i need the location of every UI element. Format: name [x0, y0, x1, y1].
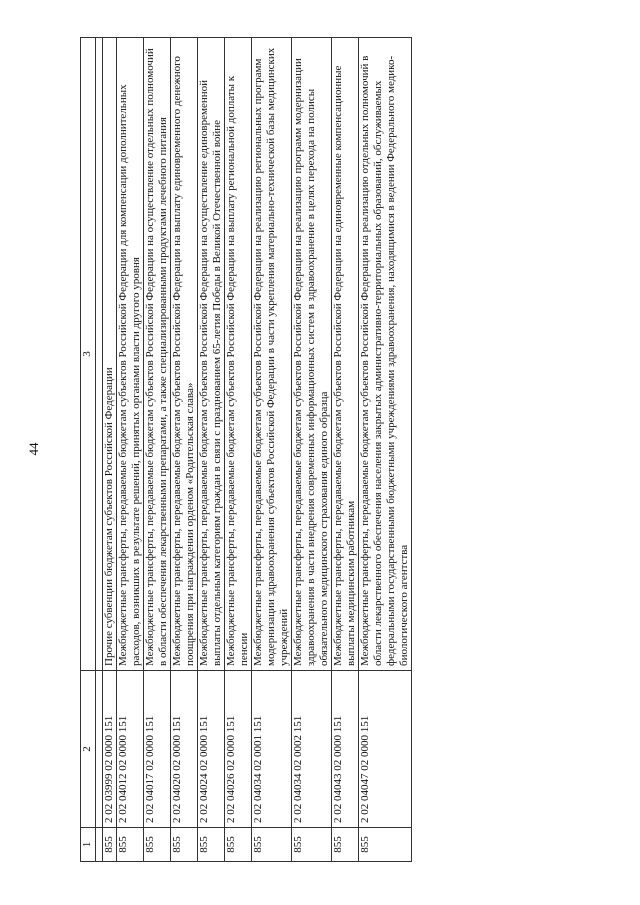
revenue-name: Межбюджетные трансферты, передаваемые бюджетам субъектов Российской Федерации на выплату региональной доплаты к пенсии	[225, 38, 252, 671]
budget-code: 2 02 04024 02 0000 151	[198, 671, 225, 828]
budget-code: 2 02 04020 02 0000 151	[171, 671, 198, 828]
budget-code: 2 02 04017 02 0000 151	[144, 671, 171, 828]
admin-code: 855	[225, 828, 252, 862]
admin-code: 855	[117, 828, 144, 862]
table-rotated-container	[80, 38, 610, 862]
revenue-name: Межбюджетные трансферты, передаваемые бюджетам субъектов Российской Федерации для компенсации дополнительных расходов, возникших в результате решений, принятых органами власти другого уровня	[117, 38, 144, 671]
table-row	[103, 38, 117, 862]
budget-code: 2 02 04034 02 0002 151	[292, 671, 332, 828]
table-row	[171, 38, 198, 862]
revenue-name: Прочие субвенции бюджетам субъектов Российской Федерации	[103, 38, 117, 671]
revenue-name: Межбюджетные трансферты, передаваемые бюджетам субъектов Российской Федерации на осуществление отдельных полномочий в области обеспечения лекарственными препаратами, а также специализированными продуктами лечебного питания	[144, 38, 171, 671]
admin-code: 855	[252, 828, 292, 862]
table-row	[225, 38, 252, 862]
table-row	[144, 38, 171, 862]
table-spacer-row	[96, 38, 103, 862]
budget-code: 2 02 04026 02 0000 151	[225, 671, 252, 828]
budget-code: 2 02 04047 02 0000 151	[359, 671, 412, 828]
admin-code: 855	[171, 828, 198, 862]
admin-code: 855	[103, 828, 117, 862]
admin-code: 855	[332, 828, 359, 862]
page-number: 44	[26, 442, 41, 456]
table-row	[117, 38, 144, 862]
revenue-name: Межбюджетные трансферты, передаваемые бюджетам субъектов Российской Федерации на выплату единовременного денежного поощрения при награждении орденом «Родительская слава»	[171, 38, 198, 671]
budget-codes-table	[80, 37, 412, 862]
table-row	[252, 38, 292, 862]
table-row	[332, 38, 359, 862]
admin-code: 855	[359, 828, 412, 862]
revenue-name: Межбюджетные трансферты, передаваемые бюджетам субъектов Российской Федерации на единовременные компенсационные выплаты медицинским работникам	[332, 38, 359, 671]
budget-code: 2 02 03999 02 0000 151	[103, 671, 117, 828]
admin-code: 855	[292, 828, 332, 862]
revenue-name: Межбюджетные трансферты, передаваемые бюджетам субъектов Российской Федерации на осуществление единовременной выплаты отдельным категориям граждан в связи с празднованием 65-летия Победы в Великой Отечественной войне	[198, 38, 225, 671]
revenue-name: Межбюджетные трансферты, передаваемые бюджетам субъектов Российской Федерации на реализацию программ модернизации здравоохранения в части внедрения современных информационных систем в здравоохранение в целях перехода на полисы обязательного медицинского страхования единого образца	[292, 38, 332, 671]
revenue-name: Межбюджетные трансферты, передаваемые бюджетам субъектов Российской Федерации на реализацию региональных программ модернизации здравоохранения субъектов Российской Федерации в части укрепления материально-технической базы медицинских учреждений	[252, 38, 292, 671]
budget-code: 2 02 04043 02 0000 151	[332, 671, 359, 828]
header-col-1: 1	[81, 828, 96, 862]
table-row	[198, 38, 225, 862]
admin-code: 855	[144, 828, 171, 862]
budget-code: 2 02 04034 02 0001 151	[252, 671, 292, 828]
budget-code: 2 02 04012 02 0000 151	[117, 671, 144, 828]
table-row	[292, 38, 332, 862]
admin-code: 855	[198, 828, 225, 862]
revenue-name: Межбюджетные трансферты, передаваемые бюджетам субъектов Российской Федерации на реализацию отдельных полномочий в области лекарственного обеспечения населения закрытых административно-территориальных образований, обслуживаемых федеральными государственными бюджетными учреждениями здравоохранения, находящимися в ведении Федерального медико-биологического агентства	[359, 38, 412, 671]
table-header-row	[81, 38, 96, 862]
header-col-2: 2	[81, 671, 96, 828]
table-row	[359, 38, 412, 862]
header-col-3: 3	[81, 38, 96, 671]
